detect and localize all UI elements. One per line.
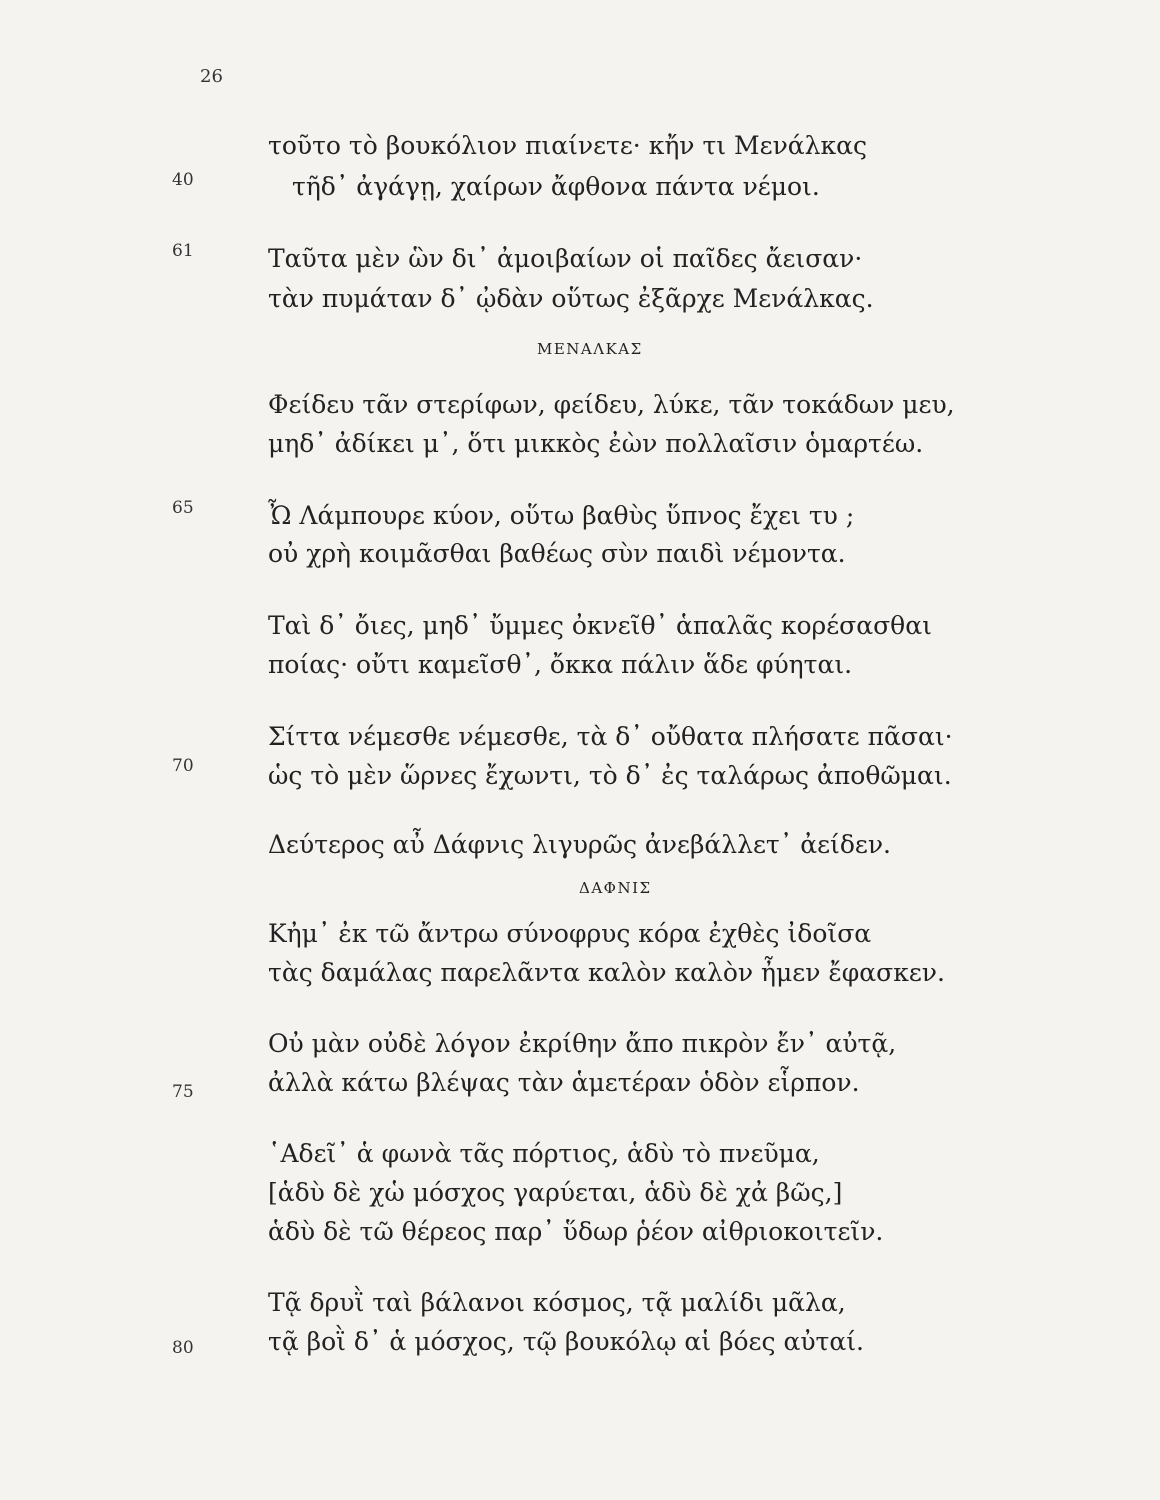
- page-number: 26: [200, 66, 223, 87]
- line-number: 70: [172, 756, 194, 776]
- line-number: 61: [172, 241, 194, 261]
- verse-line: τᾷ βοῒ δ᾽ ἁ μόσχος, τῷ βουκόλῳ αἱ βόες αὐταί.: [268, 1327, 864, 1356]
- verse-line: Δεύτερος αὖ Δάφνις λιγυρῶς ἀνεβάλλετ᾽ ἀείδεν.: [268, 830, 891, 859]
- verse-line: Οὐ μὰν οὐδὲ λόγον ἐκρίθην ἄπο πικρὸν ἔν᾽ αὐτᾷ,: [268, 1029, 897, 1058]
- verse-line: Φείδευ τᾶν στερίφων, φείδευ, λύκε, τᾶν τοκάδων μευ,: [268, 390, 955, 419]
- verse-line: ποίας· οὔτι καμεῖσθ᾽, ὄκκα πάλιν ἅδε φύηται.: [268, 650, 853, 679]
- speaker-heading-menalkas: ΜΕΝΑΛΚΑΣ: [537, 340, 643, 358]
- verse-line: τὰν πυμάταν δ᾽ ᾠδὰν οὕτως ἐξᾶρχε Μενάλκας.: [268, 284, 874, 313]
- verse-line: Τᾷ δρυῒ ταὶ βάλανοι κόσμος, τᾷ μαλίδι μᾶλα,: [268, 1288, 846, 1317]
- verse-line: τῆδ᾽ ἀγάγῃ, χαίρων ἄφθονα πάντα νέμοι.: [292, 172, 820, 201]
- verse-line: ἁδὺ δὲ τῶ θέρεος παρ᾽ ὕδωρ ῥέον αἰθριοκοιτεῖν.: [268, 1217, 884, 1246]
- verse-line: μηδ᾽ ἀδίκει μ᾽, ὅτι μικκὸς ἐὼν πολλαῖσιν ὁμαρτέω.: [268, 429, 924, 458]
- verse-line: Ταῦτα μὲν ὣν δι᾽ ἀμοιβαίων οἱ παῖδες ἄεισαν·: [268, 244, 863, 273]
- verse-line: τοῦτο τὸ βουκόλιον πιαίνετε· κἤν τι Μενάλκας: [268, 131, 868, 160]
- line-number: 65: [172, 498, 194, 518]
- verse-line: ἀλλὰ κάτω βλέψας τὰν ἁμετέραν ὁδὸν εἷρπον.: [268, 1068, 860, 1097]
- verse-line: ὡς τὸ μὲν ὥρνες ἔχωντι, τὸ δ᾽ ἐς ταλάρως ἀποθῶμαι.: [268, 761, 952, 790]
- verse-line: ῾Αδεῖ᾽ ἁ φωνὰ τᾶς πόρτιος, ἁδὺ τὸ πνεῦμα,: [268, 1139, 820, 1168]
- verse-line: Ταὶ δ᾽ ὄιες, μηδ᾽ ὔμμες ὀκνεῖθ᾽ ἁπαλᾶς κορέσασθαι: [268, 611, 932, 640]
- line-number: 40: [172, 170, 194, 190]
- speaker-heading-daphnis: ΔΑΦΝΙΣ: [579, 879, 652, 897]
- verse-line: Κἠμ᾽ ἐκ τῶ ἄντρω σύνοφρυς κόρα ἐχθὲς ἰδοῖσα: [268, 919, 872, 948]
- verse-line: Σίττα νέμεσθε νέμεσθε, τὰ δ᾽ οὔθατα πλήσατε πᾶσαι·: [268, 722, 953, 751]
- verse-line: [ἁδὺ δὲ χὡ μόσχος γαρύεται, ἁδὺ δὲ χἀ βῶς,]: [268, 1178, 843, 1207]
- verse-line: οὐ χρὴ κοιμᾶσθαι βαθέως σὺν παιδὶ νέμοντα.: [268, 539, 846, 568]
- line-number: 80: [172, 1338, 194, 1358]
- verse-line: Ὦ Λάμπουρε κύον, οὕτω βαθὺς ὕπνος ἔχει τυ ;: [268, 501, 855, 530]
- verse-line: τὰς δαμάλας παρελᾶντα καλὸν καλὸν ἦμεν ἔφασκεν.: [268, 958, 945, 987]
- line-number: 75: [172, 1082, 194, 1102]
